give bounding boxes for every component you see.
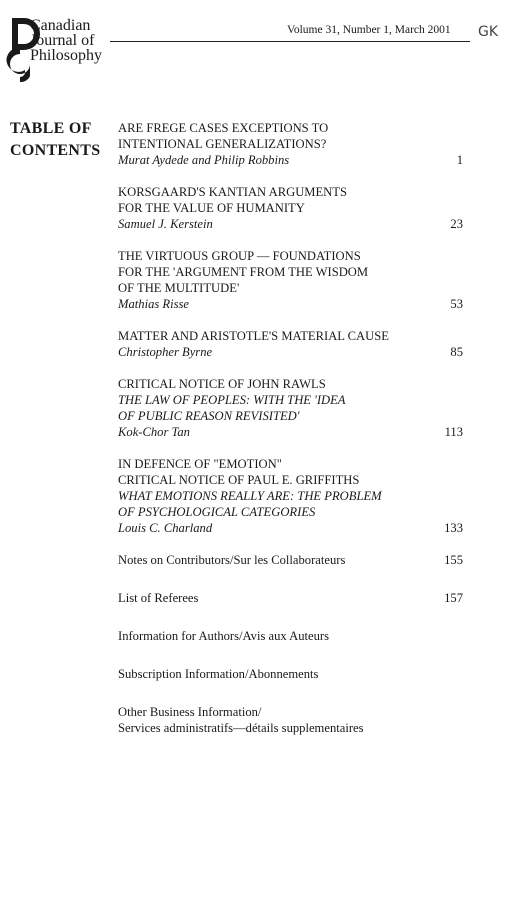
entry-title-line: KORSGAARD'S KANTIAN ARGUMENTS [118, 185, 347, 199]
entry-title-line: IN DEFENCE OF "EMOTION" [118, 457, 282, 471]
entry-author: Murat Aydede and Philip Robbins [118, 153, 290, 167]
journal-name [30, 18, 102, 63]
toc-other-entry[interactable] [118, 590, 463, 606]
other-entry-line: Other Business Information/ [118, 705, 262, 719]
entry-page-number: 133 [444, 521, 463, 535]
toc-heading-line: CONTENTS [10, 142, 101, 159]
other-entry-line: Services administratifs—détails supplementaires [118, 721, 364, 735]
other-entry-line: Notes on Contributors/Sur les Collaborateurs [118, 553, 346, 567]
toc-entry[interactable] [118, 248, 463, 312]
issue-info: Volume 31, Number 1, March 2001 [287, 24, 451, 36]
entry-title-line: CRITICAL NOTICE OF JOHN RAWLS [118, 377, 326, 391]
entry-work-title-line: THE LAW OF PEOPLES: WITH THE 'IDEA [118, 393, 346, 407]
entry-work-title-line: OF PSYCHOLOGICAL CATEGORIES [118, 505, 316, 519]
header-rule [110, 41, 470, 42]
toc-entry[interactable] [118, 376, 463, 440]
entry-author: Louis C. Charland [118, 521, 213, 535]
entry-page-number: 53 [450, 297, 463, 311]
toc-other-entry[interactable] [118, 552, 463, 568]
entry-author: Samuel J. Kerstein [118, 217, 213, 231]
toc-other-entry[interactable] [118, 704, 463, 736]
entry-author: Christopher Byrne [118, 345, 213, 359]
toc-heading [10, 118, 100, 162]
entry-work-title-line: WHAT EMOTIONS REALLY ARE: THE PROBLEM [118, 489, 382, 503]
journal-name-line: Journal of [30, 32, 95, 49]
entry-author: Kok-Chor Tan [118, 425, 190, 439]
toc-entry[interactable] [118, 456, 463, 536]
entry-page-number: 23 [450, 217, 463, 231]
entry-title-line: ARE FREGE CASES EXCEPTIONS TO [118, 121, 329, 135]
entry-title-line: FOR THE VALUE OF HUMANITY [118, 201, 305, 215]
toc-entry[interactable] [118, 120, 463, 168]
entry-title-line: INTENTIONAL GENERALIZATIONS? [118, 137, 327, 151]
other-entry-line: Information for Authors/Avis aux Auteurs [118, 629, 330, 643]
entry-title-line: MATTER AND ARISTOTLE'S MATERIAL CAUSE [118, 329, 389, 343]
entry-page-number: 85 [450, 345, 463, 359]
entry-page-number: 1 [456, 153, 463, 167]
other-entry-page-number: 155 [444, 553, 463, 567]
toc-entries [118, 120, 463, 758]
handwritten-mark: GK [478, 24, 499, 40]
entry-author: Mathias Risse [118, 297, 190, 311]
entry-title-line: THE VIRTUOUS GROUP — FOUNDATIONS [118, 249, 361, 263]
entry-title-line: FOR THE 'ARGUMENT FROM THE WISDOM [118, 265, 369, 279]
other-entry-page-number: 157 [444, 591, 463, 605]
toc-other-entry[interactable] [118, 628, 463, 644]
other-entry-line: Subscription Information/Abonnements [118, 667, 319, 681]
journal-name-line: Canadian [30, 17, 91, 34]
journal-name-line: Philosophy [30, 47, 103, 64]
entry-page-number: 113 [444, 425, 463, 439]
entry-title-line: CRITICAL NOTICE OF PAUL E. GRIFFITHS [118, 473, 360, 487]
toc-heading-line: TABLE OF [10, 120, 92, 137]
toc-entry[interactable] [118, 328, 463, 360]
other-entry-line: List of Referees [118, 591, 199, 605]
entry-work-title-line: OF PUBLIC REASON REVISITED' [118, 409, 300, 423]
toc-other-entry[interactable] [118, 666, 463, 682]
entry-title-line: OF THE MULTITUDE' [118, 281, 240, 295]
toc-entry[interactable] [118, 184, 463, 232]
journal-logo [6, 14, 136, 84]
